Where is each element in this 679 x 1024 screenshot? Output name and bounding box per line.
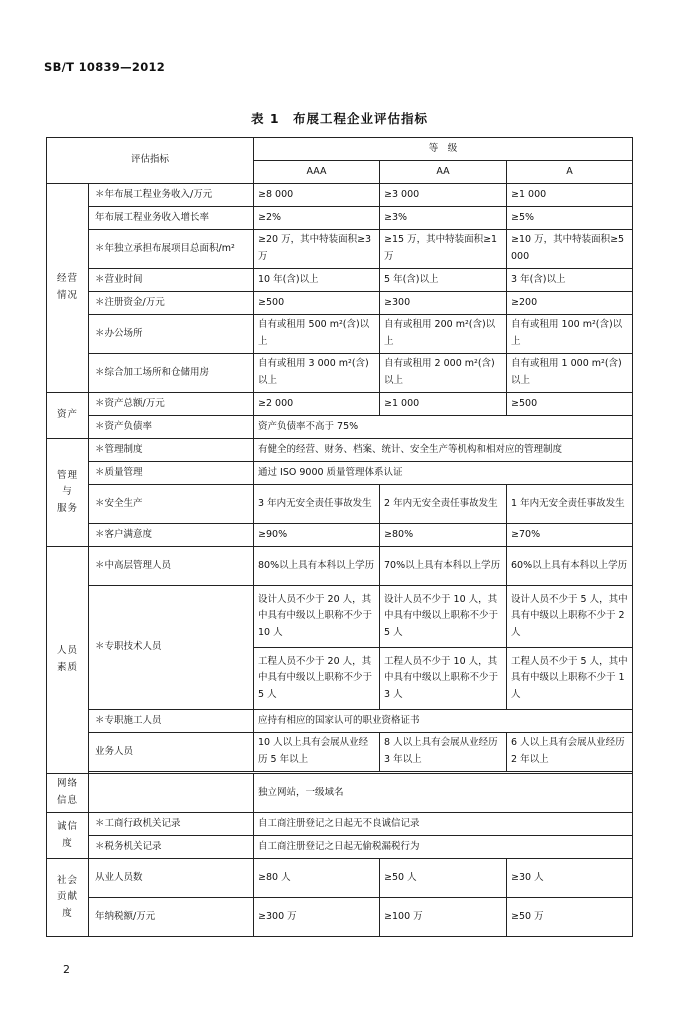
row-label: ＊税务机关记录 [89, 836, 254, 859]
cell-a: ≥500 [507, 393, 633, 416]
table-row [47, 416, 633, 439]
row-label: ＊年布展工程业务收入/万元 [89, 184, 254, 207]
cell-a: ≥10 万，其中特装面积≥5 000 [507, 230, 633, 269]
row-label: ＊办公场所 [89, 315, 254, 354]
cell-aa: 工程人员不少于 10 人，其中具有中级以上职称不少于 3 人 [380, 648, 507, 710]
cell-aaa: 设计人员不少于 20 人，其中具有中级以上职称不少于 10 人 [254, 586, 380, 648]
row-label: 从业人员数 [89, 859, 254, 898]
standard-code: SB/T 10839—2012 [44, 60, 166, 74]
row-label: ＊年独立承担布展项目总面积/m² [89, 230, 254, 269]
cell-aaa: ≥80 人 [254, 859, 380, 898]
table-row [47, 393, 633, 416]
cell-aa: 8 人以上具有会展从业经历 3 年以上 [380, 733, 507, 772]
row-label: ＊资产负债率 [89, 416, 254, 439]
table-row [47, 733, 633, 772]
cell-a: 1 年内无安全责任事故发生 [507, 485, 633, 524]
row-label: ＊专职技术人员 [89, 586, 254, 710]
cell-aa: 2 年内无安全责任事故发生 [380, 485, 507, 524]
cell-aaa: ≥500 [254, 292, 380, 315]
section-social: 社会 贡献 度 [47, 859, 89, 937]
table-title: 表 1 布展工程企业评估指标 [250, 111, 429, 126]
cell-a: 自有或租用 1 000 m²(含)以上 [507, 354, 633, 393]
row-label [89, 774, 254, 813]
merged-cell: 资产负债率不高于 75% [254, 416, 633, 439]
table-row [47, 547, 633, 586]
row-label: ＊资产总额/万元 [89, 393, 254, 416]
table-row [47, 898, 633, 937]
cell-aa: ≥15 万，其中特装面积≥1 万 [380, 230, 507, 269]
cell-aa: ≥50 人 [380, 859, 507, 898]
row-label: 年纳税额/万元 [89, 898, 254, 937]
cell-aaa: ≥20 万，其中特装面积≥3 万 [254, 230, 380, 269]
cell-aa: 5 年(含)以上 [380, 269, 507, 292]
table-row [47, 207, 633, 230]
merged-cell: 通过 ISO 9000 质量管理体系认证 [254, 462, 633, 485]
table-row [47, 184, 633, 207]
cell-aa: 70%以上具有本科以上学历 [380, 547, 507, 586]
section-network: 网络 信息 [47, 774, 89, 813]
cell-aaa: 自有或租用 3 000 m²(含)以上 [254, 354, 380, 393]
row-label: ＊中高层管理人员 [89, 547, 254, 586]
table-row [47, 354, 633, 393]
section-operation: 经营 情况 [47, 184, 89, 393]
cell-aa: ≥80% [380, 524, 507, 547]
table-row [47, 586, 633, 648]
table-row [47, 315, 633, 354]
merged-cell: 自工商注册登记之日起无不良诚信记录 [254, 813, 633, 836]
row-label: ＊质量管理 [89, 462, 254, 485]
table-row [47, 439, 633, 462]
cell-a: ≥1 000 [507, 184, 633, 207]
row-label: ＊注册资金/万元 [89, 292, 254, 315]
cell-aaa: ≥8 000 [254, 184, 380, 207]
cell-a: 工程人员不少于 5 人，其中具有中级以上职称不少于 1 人 [507, 648, 633, 710]
merged-cell: 独立网站，一级域名 [254, 774, 633, 813]
cell-aa: ≥300 [380, 292, 507, 315]
section-integrity: 诚信 度 [47, 813, 89, 859]
row-label: ＊管理制度 [89, 439, 254, 462]
table-header-row [47, 138, 633, 161]
cell-a: ≥50 万 [507, 898, 633, 937]
header-level-aaa: AAA [254, 161, 380, 184]
table-row [47, 230, 633, 269]
table-row [47, 774, 633, 813]
cell-aaa: ≥90% [254, 524, 380, 547]
cell-aaa: ≥2% [254, 207, 380, 230]
row-label: ＊综合加工场所和仓储用房 [89, 354, 254, 393]
row-label: ＊专职施工人员 [89, 710, 254, 733]
row-label: ＊营业时间 [89, 269, 254, 292]
table-row [47, 859, 633, 898]
cell-aaa: ≥2 000 [254, 393, 380, 416]
cell-a: 6 人以上具有会展从业经历 2 年以上 [507, 733, 633, 772]
merged-cell: 应持有相应的国家认可的职业资格证书 [254, 710, 633, 733]
table-row [47, 813, 633, 836]
table-row [47, 524, 633, 547]
cell-aa: ≥3 000 [380, 184, 507, 207]
header-grade: 等 级 [254, 138, 633, 161]
cell-aaa: 自有或租用 500 m²(含)以上 [254, 315, 380, 354]
cell-a: 3 年(含)以上 [507, 269, 633, 292]
cell-aaa: 80%以上具有本科以上学历 [254, 547, 380, 586]
header-level-a: A [507, 161, 633, 184]
cell-aa: 自有或租用 200 m²(含)以上 [380, 315, 507, 354]
merged-cell: 自工商注册登记之日起无偷税漏税行为 [254, 836, 633, 859]
cell-aa: 自有或租用 2 000 m²(含)以上 [380, 354, 507, 393]
cell-aaa: 10 人以上具有会展从业经历 5 年以上 [254, 733, 380, 772]
cell-a: ≥30 人 [507, 859, 633, 898]
cell-aa: ≥3% [380, 207, 507, 230]
row-label: ＊工商行政机关记录 [89, 813, 254, 836]
table-row [47, 710, 633, 733]
cell-aaa: 工程人员不少于 20 人，其中具有中级以上职称不少于 5 人 [254, 648, 380, 710]
table-row [47, 269, 633, 292]
header-indicator: 评估指标 [47, 138, 254, 184]
header-level-aa: AA [380, 161, 507, 184]
row-label: ＊客户满意度 [89, 524, 254, 547]
cell-aaa: 10 年(含)以上 [254, 269, 380, 292]
cell-a: ≥5% [507, 207, 633, 230]
row-label: ＊安全生产 [89, 485, 254, 524]
cell-a: ≥200 [507, 292, 633, 315]
page-number: 2 [63, 963, 70, 976]
row-label: 年布展工程业务收入增长率 [89, 207, 254, 230]
table-row [47, 462, 633, 485]
cell-aaa: 3 年内无安全责任事故发生 [254, 485, 380, 524]
cell-a: 设计人员不少于 5 人，其中具有中级以上职称不少于 2 人 [507, 586, 633, 648]
evaluation-table [46, 137, 633, 937]
table-row [47, 836, 633, 859]
cell-aa: 设计人员不少于 10 人，其中具有中级以上职称不少于 5 人 [380, 586, 507, 648]
section-management: 管理 与 服务 [47, 439, 89, 547]
cell-a: ≥70% [507, 524, 633, 547]
cell-aa: ≥100 万 [380, 898, 507, 937]
row-label: 业务人员 [89, 733, 254, 772]
cell-aaa: ≥300 万 [254, 898, 380, 937]
cell-a: 自有或租用 100 m²(含)以上 [507, 315, 633, 354]
table-row [47, 292, 633, 315]
cell-a: 60%以上具有本科以上学历 [507, 547, 633, 586]
table-row [47, 485, 633, 524]
merged-cell: 有健全的经营、财务、档案、统计、安全生产等机构和相对应的管理制度 [254, 439, 633, 462]
cell-aa: ≥1 000 [380, 393, 507, 416]
section-personnel: 人员 素质 [47, 547, 89, 774]
section-assets: 资产 [47, 393, 89, 439]
